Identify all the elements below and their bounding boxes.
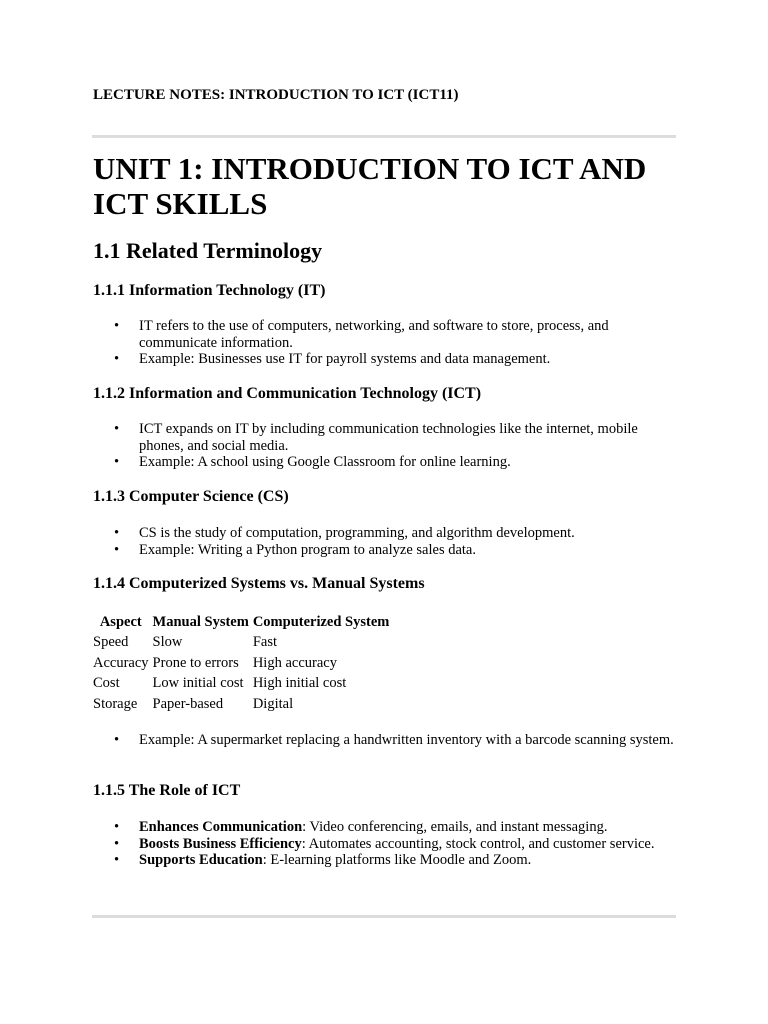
table-cell: High accuracy <box>252 654 337 671</box>
bullet-icon: • <box>114 541 120 558</box>
list-item: • Enhances Communication: Video conferencing, emails, and instant messaging. <box>114 819 608 835</box>
table-header-cell: Aspect <box>99 613 142 630</box>
list-item: • Boosts Business Efficiency: Automates accounting, stock control, and customer service. <box>114 835 655 852</box>
list-item: • Example: Businesses use IT for payroll systems and data management. <box>114 351 551 368</box>
table-cell: Slow <box>152 634 183 651</box>
bullet-icon: • <box>114 351 120 368</box>
list-item: • Example: Writing a Python program to analyze sales data. <box>114 541 476 558</box>
list-item: • CS is the study of computation, programming, and algorithm development. <box>114 525 575 541</box>
table-cell: Digital <box>252 695 294 712</box>
bullet-icon: • <box>114 852 120 869</box>
bullet-icon: • <box>114 421 120 437</box>
table-cell: Paper-based <box>152 695 224 712</box>
comparison-table <box>91 612 391 715</box>
list-item: • Supports Education: E-learning platforms like Moodle and Zoom. <box>114 852 532 869</box>
s114-title: 1.1.4 Computerized Systems vs. Manual Systems <box>93 575 425 592</box>
bullet-icon: • <box>114 318 120 334</box>
s111-title: 1.1.1 Information Technology (IT) <box>93 282 326 299</box>
list-item: • Example: A supermarket replacing a handwritten inventory with a barcode scanning system. <box>114 732 674 748</box>
table-header-cell: Manual System <box>152 613 249 630</box>
bullet-icon: • <box>114 732 120 748</box>
s111-list <box>93 318 683 368</box>
table-cell: Accuracy <box>93 654 149 671</box>
table-header-row <box>91 612 391 633</box>
table-header-cell: Computerized System <box>252 613 390 630</box>
table-cell: High initial cost <box>252 675 347 692</box>
bullet-icon: • <box>114 835 120 852</box>
table-cell: Prone to errors <box>152 654 239 671</box>
bottom-divider <box>92 915 676 918</box>
s115-list <box>93 819 683 869</box>
list-item: • Example: A school using Google Classroom for online learning. <box>114 454 511 471</box>
table-cell: Fast <box>252 634 277 651</box>
s114-list <box>93 732 683 749</box>
bullet-icon: • <box>114 819 120 835</box>
s112-list <box>93 421 683 471</box>
s113-title: 1.1.3 Computer Science (CS) <box>93 488 289 505</box>
table-cell: Storage <box>93 695 138 712</box>
list-item: • IT refers to the use of computers, networking, and software to store, process, and communicate information. <box>114 318 609 351</box>
bullet-icon: • <box>114 525 120 541</box>
table-cell: Speed <box>93 634 129 651</box>
table-row <box>91 653 391 674</box>
table-cell: Cost <box>93 675 120 692</box>
s112-title: 1.1.2 Information and Communication Technology (ICT) <box>93 385 482 402</box>
s115-title: 1.1.5 The Role of ICT <box>93 782 241 799</box>
table-row <box>91 694 391 715</box>
section-1-1-title: 1.1 Related Terminology <box>93 238 323 263</box>
table-cell: Low initial cost <box>152 675 244 692</box>
list-item: • ICT expands on IT by including communication technologies like the internet, mobile phones, and social media. <box>114 421 638 454</box>
table-row <box>91 633 391 654</box>
table-row <box>91 674 391 695</box>
top-divider <box>92 135 676 138</box>
s113-list <box>93 525 683 558</box>
bullet-icon: • <box>114 454 120 471</box>
unit-title: UNIT 1: INTRODUCTION TO ICT AND ICT SKILLS <box>93 151 647 221</box>
lecture-notes-title: LECTURE NOTES: INTRODUCTION TO ICT (ICT11) <box>93 87 459 103</box>
